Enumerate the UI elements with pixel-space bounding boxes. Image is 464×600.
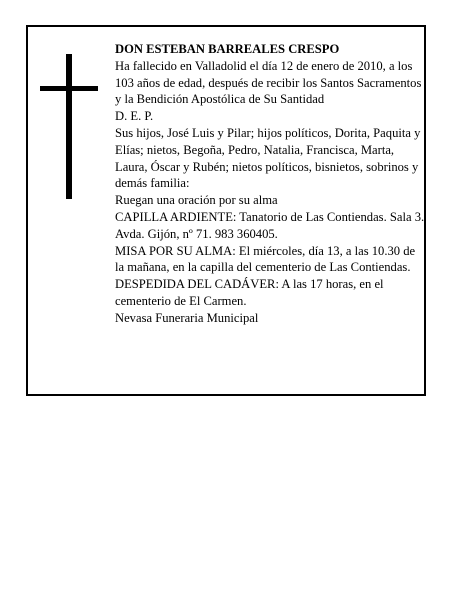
obituary-notice (26, 25, 426, 396)
cross-vertical-bar (66, 54, 72, 199)
family-list: Sus hijos, José Luis y Pilar; hijos políticos, Dorita, Paquita y Elías; nietos, Begoña, Pedro, Natalia, Francisca, Marta, Laura, Óscar y Rubén; nietos políticos, bisnietos, sobrinos y demás familia: (115, 125, 421, 191)
farewell-info: DESPEDIDA DEL CADÁVER: A las 17 horas, en el cementerio de El Carmen. (115, 277, 384, 308)
prayer-request: Ruegan una oración por su alma (115, 193, 278, 208)
cross-horizontal-bar (40, 86, 98, 91)
rip-line: D. E. P. (115, 109, 154, 124)
death-info: Ha fallecido en Valladolid el día 12 de enero de 2010, a los 103 años de edad, después de recibir los Santos Sacramentos y la Bendición Apostólica de Su Santidad (115, 58, 422, 107)
funeral-home: Nevasa Funeraria Municipal (115, 310, 259, 325)
chapel-info: CAPILLA ARDIENTE: Tanatorio de Las Contiendas. Sala 3. Avda. Gijón, nº 71. 983 360405. (115, 209, 425, 241)
deceased-name: DON ESTEBAN BARREALES CRESPO (115, 42, 340, 56)
obituary-text (115, 41, 425, 327)
cross-icon (40, 54, 98, 199)
mass-info: MISA POR SU ALMA: El miércoles, día 13, a las 10.30 de la mañana, en la capilla del cementerio de Las Contiendas. (115, 243, 416, 275)
